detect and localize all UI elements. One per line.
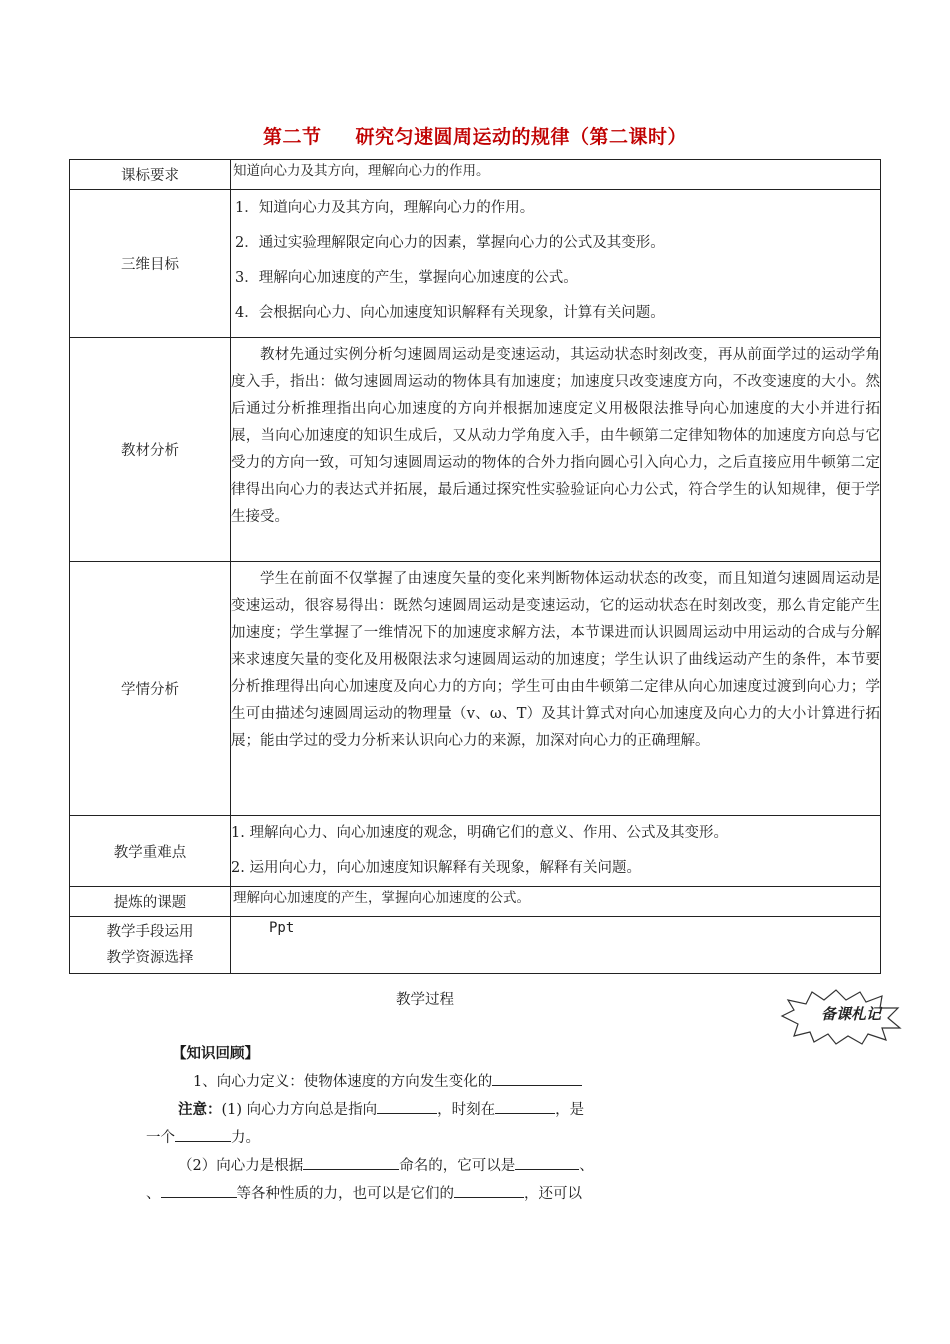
label-resources-line2: 教学资源选择: [106, 950, 194, 966]
section-number: 第二节: [262, 126, 322, 148]
review-line-2: [178, 1097, 584, 1121]
blank-field[interactable]: [515, 1153, 579, 1170]
review-line-1: [193, 1069, 582, 1093]
review-line1-text: 1、向心力定义：使物体速度的方向发生变化的: [193, 1074, 493, 1090]
topic-text: 理解向心加速度的产生，掌握向心加速度的公式。: [233, 890, 530, 906]
curriculum-text: 知道向心力及其方向，理解向心力的作用。: [233, 163, 490, 179]
cell-topic: [231, 887, 881, 917]
label-objectives: 三维目标: [70, 190, 231, 338]
label-resources-line1: 教学手段运用: [106, 924, 194, 940]
review-line3a: 一个: [146, 1130, 175, 1146]
review-line4c: 、: [579, 1158, 594, 1174]
keypoint-item: 2. 运用向心力，向心加速度知识解释有关现象，解释有关问题。: [231, 860, 641, 876]
blank-field[interactable]: [454, 1181, 524, 1198]
notes-stamp-label: 备课札记: [820, 1005, 881, 1023]
label-resources: [70, 917, 231, 974]
cell-curriculum: [231, 160, 881, 190]
row-topic: [70, 887, 881, 917]
review-line2b: ，时刻在: [437, 1102, 496, 1118]
review-heading: 【知识回顾】: [172, 1045, 259, 1062]
label-students: 学情分析: [70, 562, 231, 816]
blank-field[interactable]: [175, 1125, 231, 1142]
blank-field[interactable]: [161, 1181, 237, 1198]
objective-item: 2．通过实验理解限定向心力的因素，掌握向心力的公式及其变形。: [235, 235, 665, 251]
cell-material: [231, 338, 881, 562]
objective-item: 1．知道向心力及其方向，理解向心力的作用。: [235, 200, 535, 216]
row-material: [70, 338, 881, 562]
cell-keypoints: [231, 816, 881, 887]
material-text: 教材先通过实例分析匀速圆周运动是变速运动，其运动状态时刻改变，再从前面学过的运动学角度入手，指出：做匀速圆周运动的物体具有加速度；加速度只改变速度方向，不改变速度的大小。然后通过分析推理指出向心加速度的方向并根据加速度定义用极限法推导向心加速度的大小并进行拓展，当向心加速度的知识生成后，又从动力学角度入手，由牛顿第二定律知物体的加速度方向总与它受力的方向一致，可知匀速圆周运动的物体的合外力指向圆心引入向心力，之后直接应用牛顿第二定律得出向心力的表达式并拓展，最后通过探究性实验验证向心力公式，符合学生的认知规律，便于学生接受。: [231, 347, 880, 525]
review-line5b: 等各种性质的力，也可以是它们的: [236, 1186, 454, 1202]
cell-students: [231, 562, 881, 816]
keypoint-item: 1. 理解向心力、向心加速度的观念，明确它们的意义、作用、公式及其变形。: [231, 825, 728, 841]
cell-resources: [231, 917, 881, 974]
row-objectives: [70, 190, 881, 338]
row-resources: [70, 917, 881, 974]
review-line3b: 力。: [231, 1130, 260, 1146]
blank-field[interactable]: [495, 1097, 555, 1114]
label-topic: 提炼的课题: [70, 887, 231, 917]
label-keypoints: 教学重难点: [70, 816, 231, 887]
resources-text: Ppt: [269, 920, 295, 936]
review-line2c: ，是: [555, 1102, 585, 1118]
objective-item: 4．会根据向心力、向心加速度知识解释有关现象，计算有关问题。: [235, 305, 665, 321]
cell-objectives: [231, 190, 881, 338]
review-line2a: (1) 向心力方向总是指向: [221, 1102, 378, 1118]
review-line5c: ，还可以: [524, 1186, 582, 1202]
row-keypoints: [70, 816, 881, 887]
review-line4b: 命名的，它可以是: [399, 1158, 516, 1174]
objective-item: 3．理解向心加速度的产生，掌握向心加速度的公式。: [235, 270, 578, 286]
page-title: [0, 122, 950, 149]
label-curriculum: 课标要求: [70, 160, 231, 190]
blank-field[interactable]: [492, 1069, 582, 1086]
review-line5a: 、: [146, 1186, 161, 1202]
blank-field[interactable]: [377, 1097, 437, 1114]
review-line-4: [178, 1153, 594, 1177]
row-students: [70, 562, 881, 816]
process-heading: 教学过程: [396, 992, 454, 1008]
review-line-5: [146, 1181, 582, 1205]
blank-field[interactable]: [303, 1153, 399, 1170]
review-line4a: （2）向心力是根据: [178, 1158, 304, 1174]
label-material: 教材分析: [70, 338, 231, 562]
note-label: 注意：: [178, 1101, 222, 1118]
students-text: 学生在前面不仅掌握了由速度矢量的变化来判断物体运动状态的改变，而且知道匀速圆周运动是变速运动，很容易得出：既然匀速圆周运动是变速运动，它的运动状态在时刻改变，那么肯定能产生加速度；学生掌握了一维情况下的加速度求解方法，本节课进而认识圆周运动中用运动的合成与分解来求速度矢量的变化及用极限法求匀速圆周运动的加速度；学生认识了曲线运动产生的条件，本节要分析推理得出向心加速度及向心力的方向；学生可由由牛顿第二定律从向心加速度过渡到向心力；学生可由描述匀速圆周运动的物理量（v、ω、T）及其计算式对向心加速度及向心力的大小计算进行拓展；能由学过的受力分析来认识向心力的来源，加深对向心力的正确理解。: [231, 571, 880, 749]
lesson-plan-table: [69, 159, 881, 974]
section-title: 研究匀速圆周运动的规律（第二课时）: [355, 126, 688, 148]
row-curriculum: [70, 160, 881, 190]
review-line-3: [146, 1125, 260, 1149]
